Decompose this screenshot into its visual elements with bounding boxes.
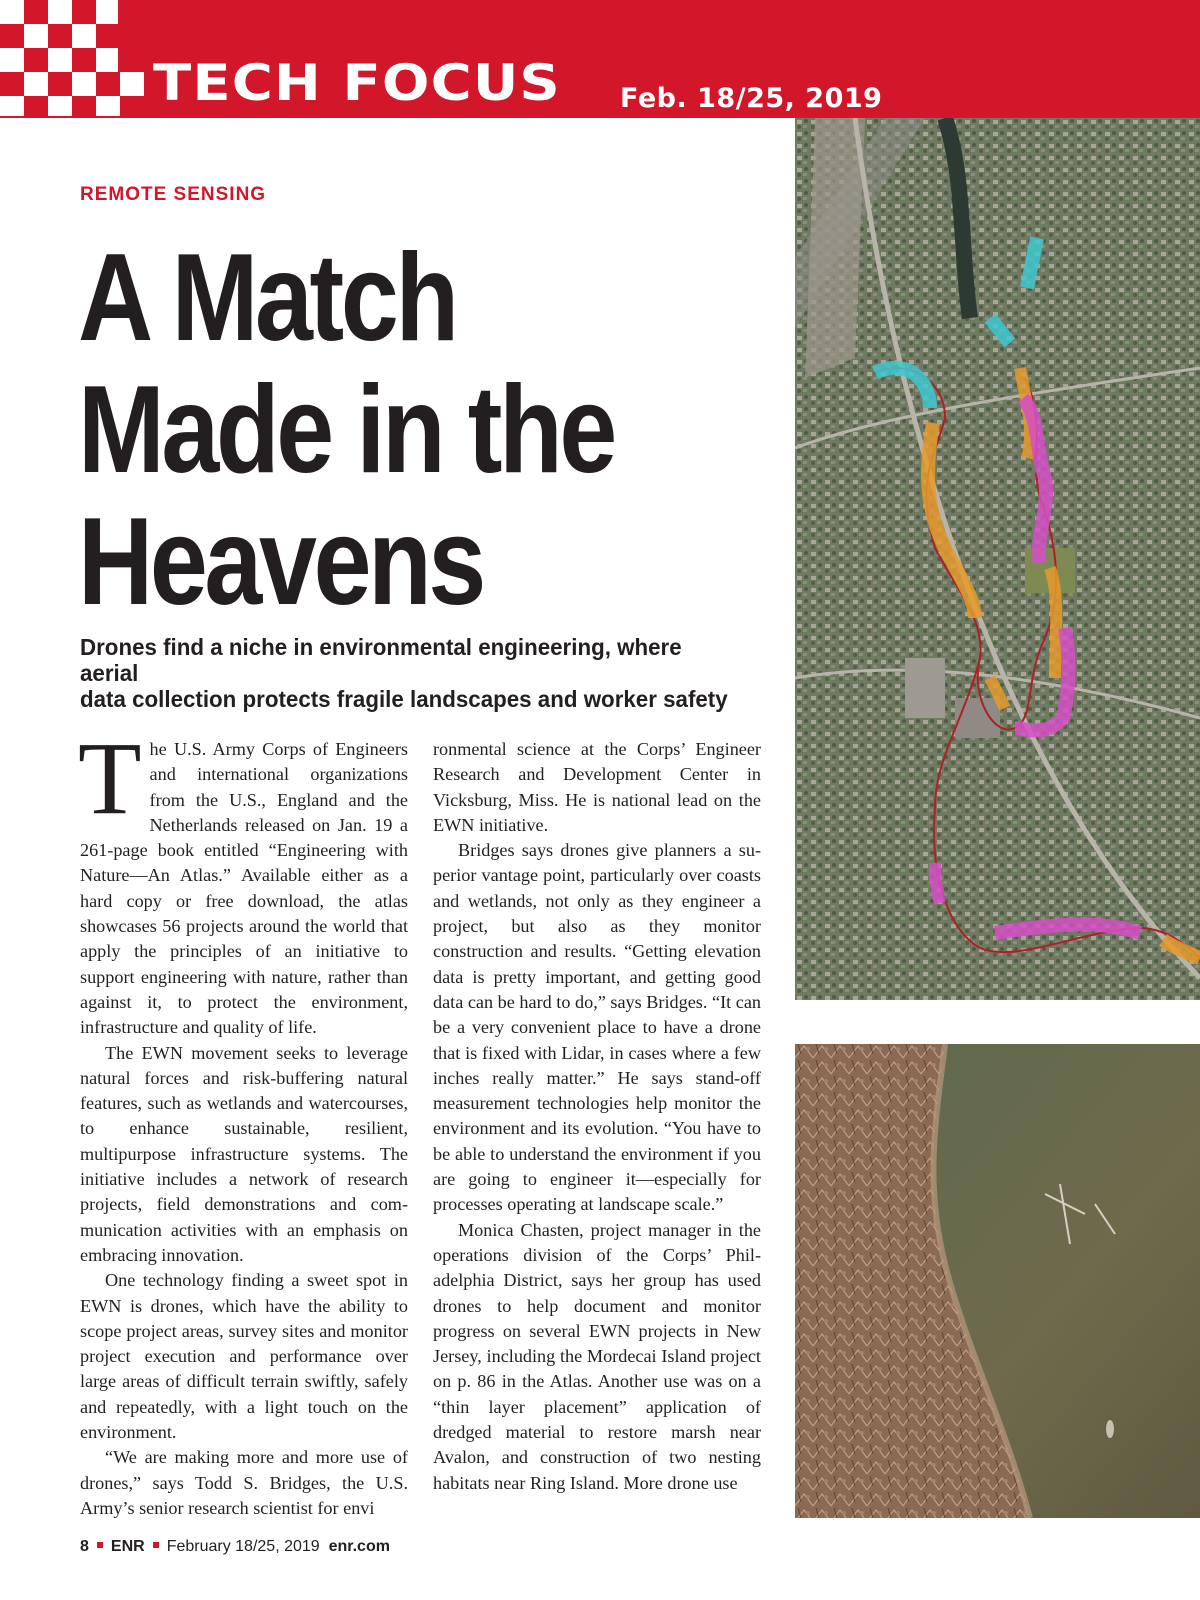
paragraph: “We are making more and more use of drones,” says Todd S. Bridges, the U.S. Army’s senior research scientist for envi	[80, 1447, 408, 1518]
paragraph	[78, 721, 408, 1041]
publication-name: ENR	[110, 1538, 145, 1555]
paragraph: One technology finding a sweet spot in EWN is drones, which have the ability to scope project areas, survey sites and monitor project execution and performance over large areas of difficult terrain swiftly, safely and repeatedly, with a light touch on the environment.	[80, 1270, 408, 1443]
aerial-map-photo	[795, 118, 1200, 1000]
deck-line: Drones find a niche in environmental engineering, where aerial	[80, 634, 682, 686]
river-shoreline-photo	[795, 1044, 1200, 1518]
separator-square-icon	[153, 1542, 159, 1548]
aerial-map-image	[795, 118, 1200, 1000]
deck	[80, 634, 745, 712]
header-banner	[0, 0, 1200, 118]
headline-line: Heavens	[78, 493, 483, 631]
river-shoreline-image	[795, 1044, 1200, 1518]
paragraph: ronmental science at the Corps’ Engineer Research and Development Center in Vicksburg, Miss. He is national lead on the EWN initiative.	[433, 739, 761, 835]
separator-square-icon	[97, 1542, 103, 1548]
headline-line: A Match	[78, 229, 456, 367]
paragraph: Monica Chasten, project manager in the operations division of the Corps’ Philadelphia District, says her group has used drones to help document and monitor progress on several EWN projects in New Jersey, including the Mordecai Island project on p. 86 in the Atlas. Another use was on a “thin layer placement” application of dredged material to restore marsh near Avalon, and construction of two nesting habitats near Ring Island. More drone use	[433, 1219, 761, 1493]
checker-pattern	[0, 0, 150, 118]
headline-line: Made in the	[78, 361, 614, 499]
drop-cap: T	[78, 721, 142, 836]
paragraph: The EWN movement seeks to leverage natural forces and risk-buffering natural features, such as wetlands and watercourses, to enhance sustainable, resilient, multipurpose infrastructure systems. The initiative includes a network of research projects, field demonstrations and communication activities with an emphasis on embracing innovation.	[80, 1042, 408, 1265]
deck-line: data collection protects fragile landscapes and worker safety	[80, 686, 728, 712]
headline	[78, 229, 666, 631]
page-number: 8	[80, 1538, 89, 1555]
issue-date: Feb. 18/25, 2019	[620, 83, 883, 114]
kicker: REMOTE SENSING	[80, 184, 267, 205]
footer-date: February 18/25, 2019	[166, 1538, 320, 1555]
section-title: TECH FOCUS	[153, 54, 561, 112]
page-footer	[80, 1538, 390, 1556]
paragraph-text: he U.S. Army Corps of Engineers and international organizations from the U.S., England and the Netherlands released on Jan. 19 a 261-page book entitled “Engineering with Nature—An Atlas.” Available either as a hard copy or free download, the atlas showcases 56 projects around the world that apply the principles of an initiative to support engineering with nature, rather than against it, to protect the environment, infrastructure and quality of life.	[80, 739, 408, 1038]
article-column-left	[78, 721, 408, 1521]
paragraph: Bridges says drones give planners a superior vantage point, particularly over coasts and wetlands, not only as they engineer a project, but also as they monitor construction and results. “Getting elevation data is pretty important, and getting good data can be hard to do,” says Bridges. “It can be a very convenient place to have a drone that is fixed with Lidar, in cases where a few inches really matter.” He says stand-off measurement technologies help monitor the environment and its evolution. “You have to be able to understand the environment if you are going to engineer it—especially for processes operating at landscape scale.”	[433, 840, 761, 1215]
website[interactable]: enr.com	[328, 1538, 390, 1555]
article-column-right	[433, 737, 761, 1496]
